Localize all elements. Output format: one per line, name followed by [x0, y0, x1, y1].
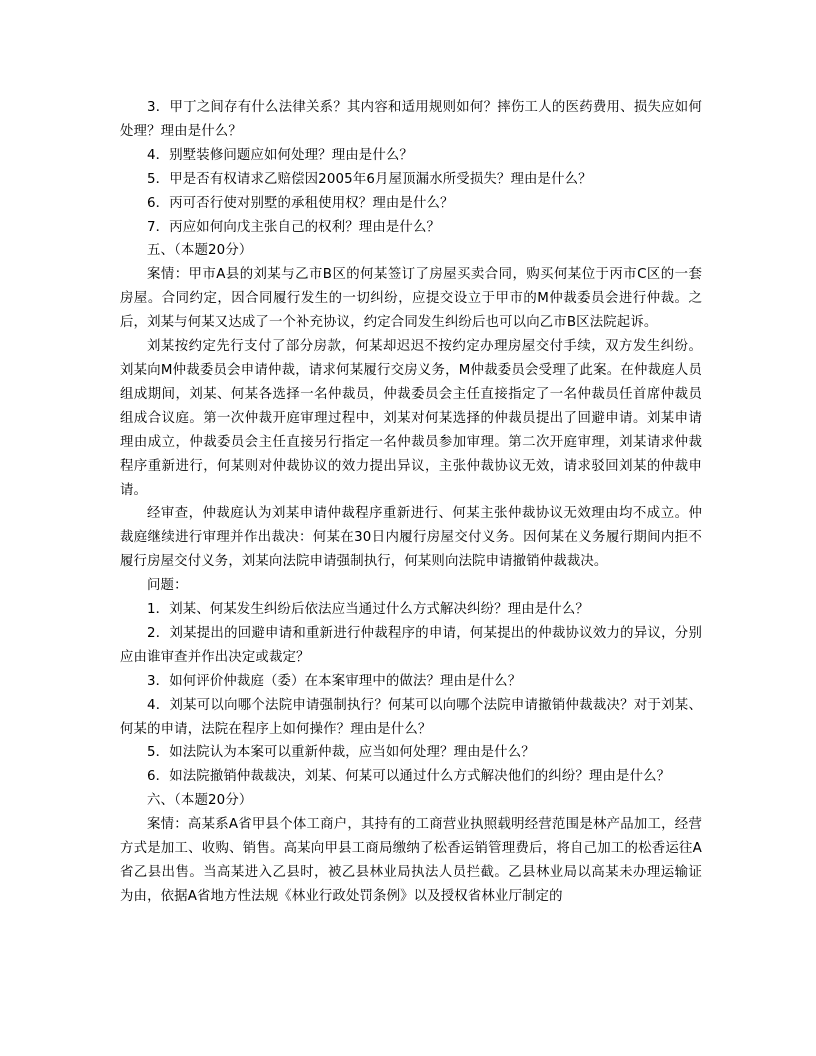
paragraph: 2．刘某提出的回避申请和重新进行仲裁程序的申请，何某提出的仲裁协议效力的异议，分别应由谁审查并作出决定或裁定？ [120, 625, 702, 665]
paragraph: 6．丙可否行使对别墅的承租使用权？理由是什么？ [147, 195, 454, 211]
paragraph: 5．甲是否有权请求乙赔偿因2005年6月屋顶漏水所受损失？理由是什么？ [147, 171, 592, 187]
paragraph: 4．别墅装修问题应如何处理？理由是什么？ [147, 147, 413, 163]
paragraph: 案情：甲市A县的刘某与乙市B区的何某签订了房屋买卖合同，购买何某位于丙市C区的一套房屋。合同约定，因合同履行发生的一切纠纷，应提交设立于甲市的M仲裁委员会进行仲裁。之后，刘某与何某又达成了一个补充协议，约定合同发生纠纷后也可以向乙市B区法院起诉。 [120, 267, 702, 331]
paragraph: 刘某按约定先行支付了部分房款，何某却迟迟不按约定办理房屋交付手续，双方发生纠纷。刘某向M仲裁委员会申请仲裁，请求何某履行交房义务，M仲裁委员会受理了此案。在仲裁庭人员组成期间，刘某、何某各选择一名仲裁员，仲裁委员会主任直接指定了一名仲裁员任首席仲裁员组成合议庭。第一次仲裁开庭审理过程中，刘某对何某选择的仲裁员提出了回避申请。刘某申请理由成立，仲裁委员会主任直接另行指定一名仲裁员参加审理。第二次开庭审理，刘某请求仲裁程序重新进行，何某则对仲裁协议的效力提出异议，主张仲裁协议无效，请求驳回刘某的仲裁申请。 [120, 339, 702, 498]
paragraph: 问题： [147, 578, 188, 594]
paragraph: 4．刘某可以向哪个法院申请强制执行？何某可以向哪个法院申请撤销仲裁裁决？对于刘某、何某的申请，法院在程序上如何操作？理由是什么？ [120, 697, 702, 737]
document-page [120, 96, 702, 909]
paragraph: 3．如何评价仲裁庭（委）在本案审理中的做法？理由是什么？ [147, 673, 522, 689]
paragraph: 案情：高某系A省甲县个体工商户，其持有的工商营业执照载明经营范围是林产品加工，经营方式是加工、收购、销售。高某向甲县工商局缴纳了松香运销管理费后，将自己加工的松香运往A省乙县出售。当高某进入乙县时，被乙县林业局执法人员拦截。乙县林业局以高某未办理运输证为由，依据A省地方性法规《林业行政处罚条例》以及授权省林业厅制定的 [120, 817, 702, 904]
paragraph: 经审查，仲裁庭认为刘某申请仲裁程序重新进行、何某主张仲裁协议无效理由均不成立。仲裁庭继续进行审理并作出裁决：何某在30日内履行房屋交付义务。因何某在义务履行期间内拒不履行房屋交付义务，刘某向法院申请强制执行，何某则向法院申请撤销仲裁裁决。 [120, 506, 702, 570]
paragraph: 六、（本题20分） [147, 793, 253, 809]
paragraph: 7．丙应如何向戊主张自己的权利？理由是什么？ [147, 219, 441, 235]
paragraph: 6．如法院撤销仲裁裁决，刘某、何某可以通过什么方式解决他们的纠纷？理由是什么？ [147, 769, 671, 785]
paragraph: 1．刘某、何某发生纠纷后依法应当通过什么方式解决纠纷？理由是什么？ [147, 602, 589, 618]
paragraph: 3．甲丁之间存有什么法律关系？其内容和适用规则如何？摔伤工人的医药费用、损失应如何处理？理由是什么？ [120, 100, 702, 139]
paragraph: 五、（本题20分） [147, 243, 253, 259]
paragraph: 5．如法院认为本案可以重新仲裁，应当如何处理？理由是什么？ [147, 745, 535, 761]
